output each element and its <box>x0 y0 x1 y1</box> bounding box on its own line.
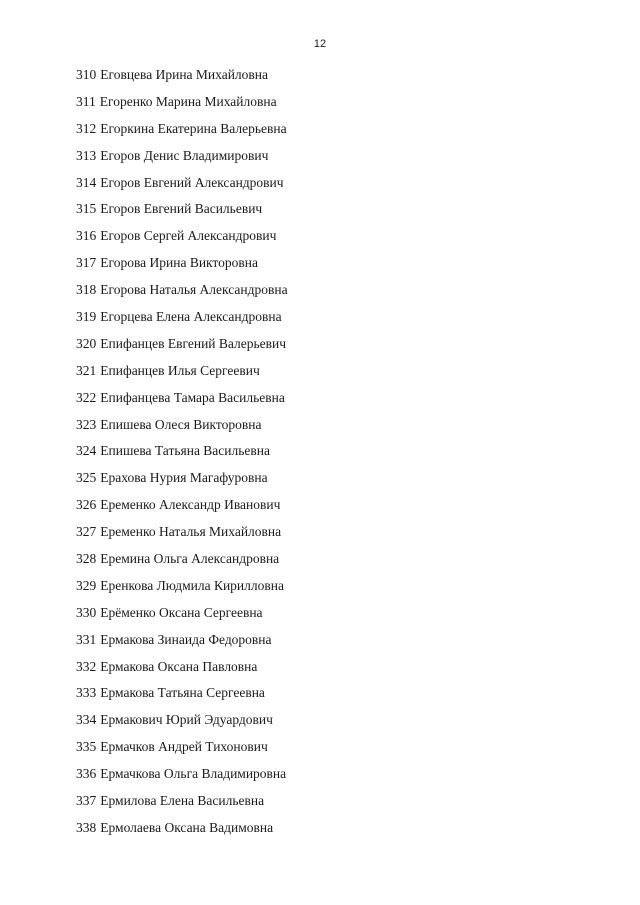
entry-number: 337 <box>76 793 97 809</box>
entry-name: Еговцева Ирина Михайловна <box>100 67 269 82</box>
list-item <box>76 738 288 765</box>
list-item <box>76 174 288 201</box>
entry-number: 316 <box>76 228 97 244</box>
entry-name: Епишева Татьяна Васильевна <box>100 443 270 459</box>
entry-number: 321 <box>76 362 97 378</box>
name-list <box>76 66 288 846</box>
entry-number: 322 <box>76 389 97 405</box>
page-number: 12 <box>313 38 327 50</box>
entry-number: 333 <box>76 685 97 701</box>
list-item <box>76 200 288 227</box>
entry-name: Егоркина Екатерина Валерьевна <box>100 120 287 136</box>
entry-name: Ерёменко Оксана Сергеевна <box>100 604 263 620</box>
list-item <box>76 550 288 577</box>
list-item <box>76 147 288 174</box>
entry-number: 332 <box>76 658 97 674</box>
list-item <box>76 765 288 792</box>
entry-name: Еременко Александр Иванович <box>100 497 281 513</box>
list-item <box>76 93 288 120</box>
list-item <box>76 604 288 631</box>
entry-number: 315 <box>76 201 97 217</box>
entry-number: 311 <box>76 93 96 109</box>
entry-name: Ерахова Нурия Магафуровна <box>100 470 268 486</box>
list-item <box>76 308 288 335</box>
entry-number: 320 <box>76 335 97 351</box>
entry-number: 331 <box>76 631 97 647</box>
list-item <box>76 819 288 846</box>
list-item <box>76 711 288 738</box>
entry-number: 338 <box>76 819 97 835</box>
entry-name: Егоренко Марина Михайловна <box>99 93 277 109</box>
list-item <box>76 281 288 308</box>
entry-name: Егорова Наталья Александровна <box>100 282 288 298</box>
entry-name: Епифанцев Илья Сергеевич <box>100 362 260 378</box>
list-item <box>76 254 288 281</box>
list-item <box>76 335 288 362</box>
entry-number: 319 <box>76 309 97 325</box>
entry-name: Ермакова Зинаида Федоровна <box>100 631 272 647</box>
entry-name: Ермакович Юрий Эдуардович <box>100 712 273 728</box>
entry-name: Еременко Наталья Михайловна <box>100 524 282 540</box>
entry-number: 318 <box>76 282 97 298</box>
entry-name: Ермилова Елена Васильевна <box>100 793 265 809</box>
entry-name: Ермолаева Оксана Вадимовна <box>100 819 274 835</box>
entry-name: Егорова Ирина Викторовна <box>100 255 258 271</box>
list-item <box>76 442 288 469</box>
list-item <box>76 227 288 254</box>
entry-number: 323 <box>76 416 97 432</box>
entry-name: Епишева Олеся Викторовна <box>100 416 262 432</box>
list-item <box>76 416 288 443</box>
entry-number: 314 <box>76 174 97 190</box>
entry-number: 324 <box>76 443 97 459</box>
entry-name: Ермакова Татьяна Сергеевна <box>100 685 265 701</box>
list-item <box>76 792 288 819</box>
entry-number: 325 <box>76 470 97 486</box>
entry-number: 328 <box>76 551 97 567</box>
list-item <box>76 120 288 147</box>
entry-name: Епифанцева Тамара Васильевна <box>100 389 285 405</box>
entry-name: Еренкова Людмила Кирилловна <box>100 577 284 593</box>
entry-name: Еремина Ольга Александровна <box>100 551 280 567</box>
entry-name: Ермачкова Ольга Владимировна <box>100 766 287 782</box>
entry-number: 329 <box>76 577 97 593</box>
entry-number: 310 <box>76 67 97 82</box>
entry-number: 312 <box>76 120 97 136</box>
list-item <box>76 389 288 416</box>
entry-name: Ермакова Оксана Павловна <box>100 658 258 674</box>
list-item <box>76 523 288 550</box>
entry-number: 336 <box>76 766 97 782</box>
entry-name: Егоров Сергей Александрович <box>100 228 277 244</box>
entry-number: 330 <box>76 604 97 620</box>
entry-number: 327 <box>76 524 97 540</box>
list-item <box>76 362 288 389</box>
list-item <box>76 577 288 604</box>
entry-number: 326 <box>76 497 97 513</box>
list-item <box>76 66 288 93</box>
list-item <box>76 496 288 523</box>
list-item <box>76 631 288 658</box>
entry-name: Епифанцев Евгений Валерьевич <box>100 335 287 351</box>
entry-name: Ермачков Андрей Тихонович <box>100 739 268 755</box>
entry-number: 334 <box>76 712 97 728</box>
list-item <box>76 684 288 711</box>
entry-name: Егоров Евгений Васильевич <box>100 201 263 217</box>
entry-number: 317 <box>76 255 97 271</box>
entry-name: Егоров Денис Владимирович <box>100 147 269 163</box>
list-item <box>76 469 288 496</box>
list-item <box>76 658 288 685</box>
entry-name: Егорцева Елена Александровна <box>100 309 282 325</box>
entry-number: 313 <box>76 147 97 163</box>
entry-number: 335 <box>76 739 97 755</box>
entry-name: Егоров Евгений Александрович <box>100 174 284 190</box>
